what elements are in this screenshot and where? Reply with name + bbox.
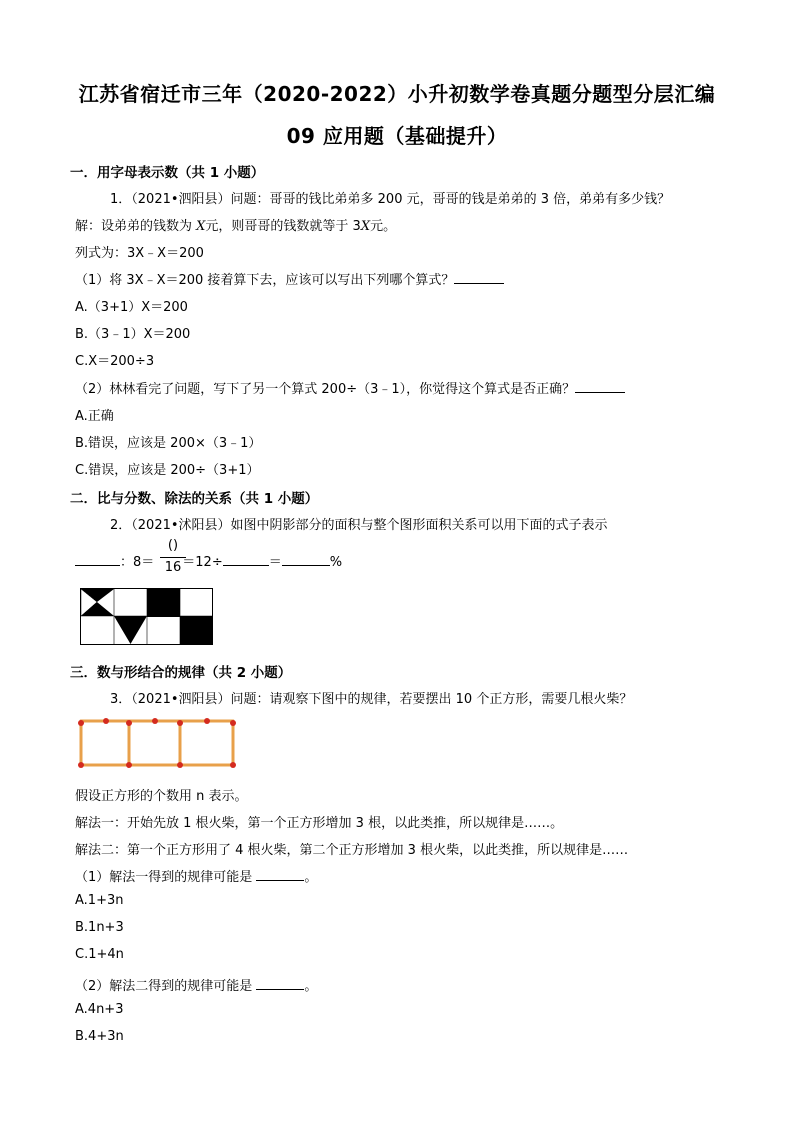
q2-part1: ：8＝ — [120, 555, 155, 570]
answer-blank[interactable] — [223, 551, 269, 566]
q2-expression — [75, 551, 342, 570]
q1-solution — [75, 215, 396, 234]
q3-sub2-text: （2）解法二得到的规律可能是 — [75, 979, 253, 994]
q3-sub1-text: （1）解法一得到的规律可能是 — [75, 870, 253, 885]
q1-var2: X — [360, 219, 371, 234]
doc-title-line1: 江苏省宿迁市三年（2020-2022）小升初数学卷真题分题型分层汇编 — [78, 82, 716, 106]
q3-sub1 — [75, 866, 317, 885]
q3-method1: 解法一：开始先放 1 根火柴，第一个正方形增加 3 根，以此类推，所以规律是……。 — [75, 816, 564, 831]
q3-assumption: 假设正方形的个数用 n 表示。 — [75, 789, 248, 804]
q1-sub2-option-c: C.错误，应该是 200÷（3+1） — [75, 463, 260, 478]
q1-var: X — [196, 219, 206, 234]
answer-blank[interactable] — [256, 975, 304, 990]
shaded-square-bottom — [180, 616, 213, 644]
question-2-stem: 2．（2021•沭阳县）如图中阴影部分的面积与整个图形面积关系可以用下面的式子表示 — [110, 518, 608, 533]
q3-option-b: B.1n+3 — [75, 920, 124, 935]
q3-option-c: C.1+4n — [75, 947, 124, 962]
q1-sub1 — [75, 269, 504, 288]
matchstick-squares-figure — [76, 715, 240, 771]
shaded-square-top — [147, 589, 180, 617]
answer-blank[interactable] — [256, 866, 304, 881]
fraction-numerator: () — [167, 538, 179, 553]
q1-option-a: A.（3+1）X＝200 — [75, 300, 188, 315]
q3-sub2-option-b: B.4+3n — [75, 1029, 124, 1044]
answer-blank[interactable] — [454, 269, 504, 284]
fraction-bar — [160, 557, 186, 558]
shaded-area-figure — [80, 588, 214, 646]
q1-sub2-option-b: B.错误，应该是 200×（3﹣1） — [75, 436, 262, 451]
q1-sub2-option-a: A.正确 — [75, 409, 114, 424]
section-heading-1: 一．用字母表示数（共 1 小题） — [70, 165, 265, 181]
answer-blank[interactable] — [575, 378, 625, 393]
fraction-denominator: 16 — [164, 560, 182, 575]
q3-sub2-option-a: A.4n+3 — [75, 1002, 124, 1017]
q3-sub2 — [75, 975, 317, 994]
q3-sub1-end: 。 — [304, 870, 318, 885]
answer-blank[interactable] — [282, 551, 330, 566]
q1-solution-b: 元，则哥哥的钱数就等于 3 — [205, 219, 361, 234]
q1-sub1-text: （1）将 3X﹣X＝200 接着算下去，应该可以写出下列哪个算式？ — [75, 273, 455, 288]
section-heading-3: 三．数与形结合的规律（共 2 小题） — [70, 665, 292, 681]
q2-part3: ＝ — [268, 555, 282, 570]
q1-solution-a: 解：设弟弟的钱数为 — [75, 219, 197, 234]
q3-option-a: A.1+3n — [75, 893, 124, 908]
question-1-stem: 1．（2021•泗阳县）问题：哥哥的钱比弟弟多 200 元，哥哥的钱是弟弟的 3 倍，弟弟有多少钱？ — [110, 192, 671, 207]
section-heading-2: 二．比与分数、除法的关系（共 1 小题） — [70, 491, 319, 507]
question-3-stem: 3．（2021•泗阳县）问题：请观察下图中的规律，若要摆出 10 个正方形，需要几根火柴？ — [110, 692, 633, 707]
doc-title-line2: 09 应用题（基础提升） — [286, 124, 508, 148]
q1-sub2 — [75, 378, 625, 397]
q1-option-c: C.X＝200÷3 — [75, 354, 155, 369]
answer-blank[interactable] — [75, 551, 120, 566]
q1-solution-c: 元。 — [370, 219, 397, 234]
q1-option-b: B.（3﹣1）X＝200 — [75, 327, 191, 342]
q2-part4: % — [329, 555, 343, 570]
q1-formula: 列式为：3X﹣X＝200 — [75, 246, 204, 261]
q1-sub2-text: （2）林林看完了问题，写下了另一个算式 200÷（3﹣1），你觉得这个算式是否正确？ — [75, 382, 576, 397]
q2-part2: ＝12÷ — [182, 555, 223, 570]
q3-method2: 解法二：第一个正方形用了 4 根火柴，第二个正方形增加 3 根火柴，以此类推，所以规律是…… — [75, 843, 629, 858]
q3-sub2-end: 。 — [304, 979, 318, 994]
